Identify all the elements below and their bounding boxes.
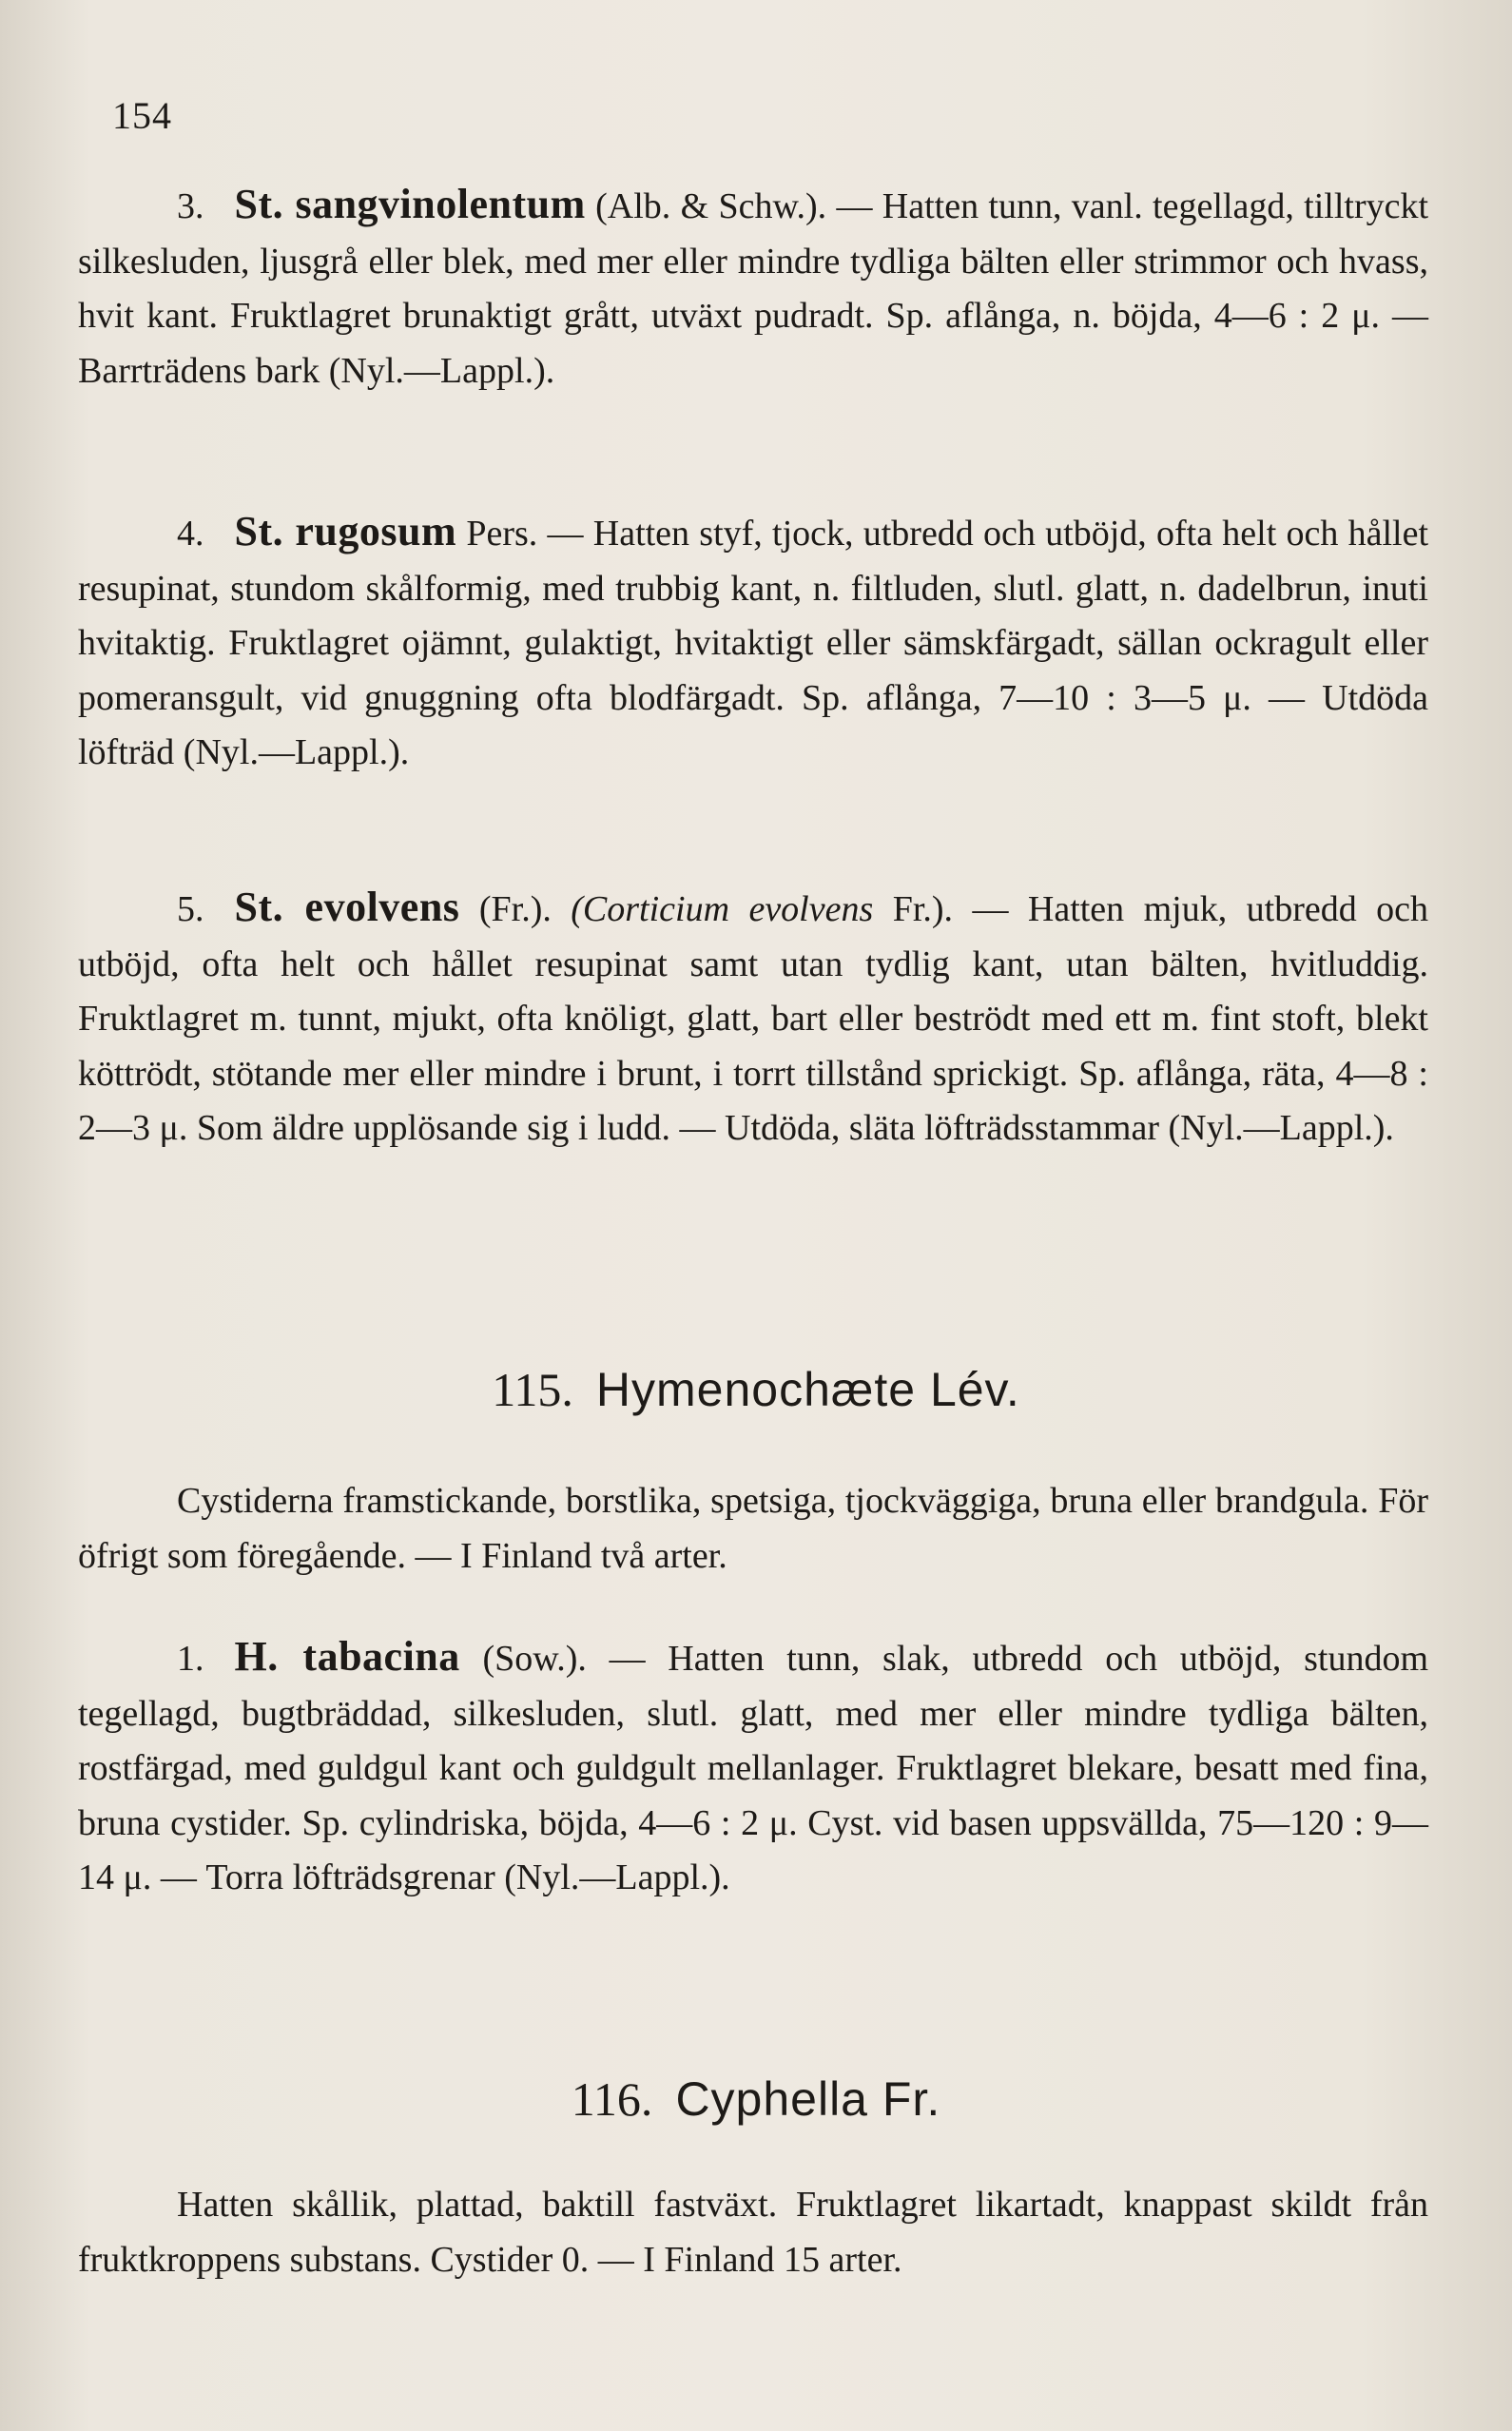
section-number: 116. <box>571 2072 653 2126</box>
species-entry <box>78 504 1428 781</box>
author-citation: Pers. <box>466 514 538 554</box>
entry-number: 5. <box>177 889 204 929</box>
genus-heading: Cyphella Fr. <box>675 2072 941 2126</box>
genus-description <box>78 1474 1428 1584</box>
genus-description <box>78 2178 1428 2287</box>
genus-intro: Hatten skållik, plattad, baktill fastväxt. Fruktlagret likartadt, knappast skildt från fruktkroppens substans. Cystider 0. — I Finland 15 arter. <box>78 2185 1428 2280</box>
species-name: H. tabacina <box>234 1633 460 1680</box>
species-description: — Hatten styf, tjock, utbredd och utböjd, ofta helt och hållet resupinat, stundom skålformig, med trubbig kant, n. filtluden, slutl. glatt, n. dadelbrun, inuti hvitaktig. Fruktlagret ojämnt, gulaktigt, hvitaktigt eller sämskfärgadt, sällan ockragult eller pomeransgult, vid gnuggning ofta blodfärgadt. Sp. aflånga, 7—10 : 3—5 μ. — Utdöda löfträd (Nyl.—Lappl.). <box>78 514 1429 772</box>
section-heading-115 <box>0 1362 1512 1417</box>
species-entry <box>78 880 1428 1157</box>
page-number: 154 <box>112 94 172 137</box>
species-description: — Hatten mjuk, utbredd och utböjd, ofta helt och hållet resupinat samt utan tydlig kant, utan bälten, hvitluddig. Fruktlagret m. tunnt, mjukt, ofta knöligt, glatt, bart eller beströdt med ett m. fint stoft, blekt köttrödt, stötande mer eller mindre i brunt, i torrt tillstånd sprickigt. Sp. aflånga, räta, 4—8 : 2—3 μ. Som äldre upplösande sig i ludd. — Utdöda, släta löfträdsstammar (Nyl.—Lappl.). <box>78 889 1428 1148</box>
section-heading-116 <box>0 2071 1512 2127</box>
synonym: (Corticium evolvens <box>571 889 874 929</box>
genus-heading: Hymenochæte Lév. <box>595 1363 1020 1416</box>
species-name: St. evolvens <box>234 884 460 930</box>
genus-intro: Cystiderna framstickande, borstlika, spetsiga, tjockväggiga, bruna eller brandgula. För öfrigt som föregående. — I Finland två arter. <box>78 1481 1428 1576</box>
author-citation: (Sow.). <box>482 1639 587 1679</box>
author-citation: (Alb. & Schw.). <box>595 186 827 226</box>
synonym-author: Fr.). <box>892 889 954 929</box>
entry-number: 1. <box>177 1639 204 1679</box>
species-name: St. sangvinolentum <box>234 181 586 227</box>
species-entry <box>78 177 1428 399</box>
entry-number: 4. <box>177 514 204 554</box>
species-description: — Hatten tunn, vanl. tegellagd, tilltryckt silkesluden, ljusgrå eller blek, med mer eller mindre tydliga bälten eller strimmor och hvass, hvit kant. Fruktlagret brunaktigt grått, utväxt pudradt. Sp. aflånga, n. böjda, 4—6 : 2 μ. — Barrträdens bark (Nyl.—Lappl.). <box>78 186 1429 391</box>
author-citation: (Fr.). <box>478 889 552 929</box>
entry-number: 3. <box>177 186 204 226</box>
section-number: 115. <box>492 1363 573 1416</box>
species-entry <box>78 1629 1428 1906</box>
species-name: St. rugosum <box>234 508 457 554</box>
species-description: — Hatten tunn, slak, utbredd och utböjd, stundom tegellagd, bugtbräddad, silkesluden, slutl. glatt, med mer eller mindre tydliga bälten, rostfärgad, med guldgul kant och guldgult mellanlager. Fruktlagret blekare, besatt med fina, bruna cystider. Sp. cylindriska, böjda, 4—6 : 2 μ. Cyst. vid basen uppsvällda, 75—120 : 9—14 μ. — Torra löfträdsgrenar (Nyl.—Lappl.). <box>78 1639 1429 1897</box>
